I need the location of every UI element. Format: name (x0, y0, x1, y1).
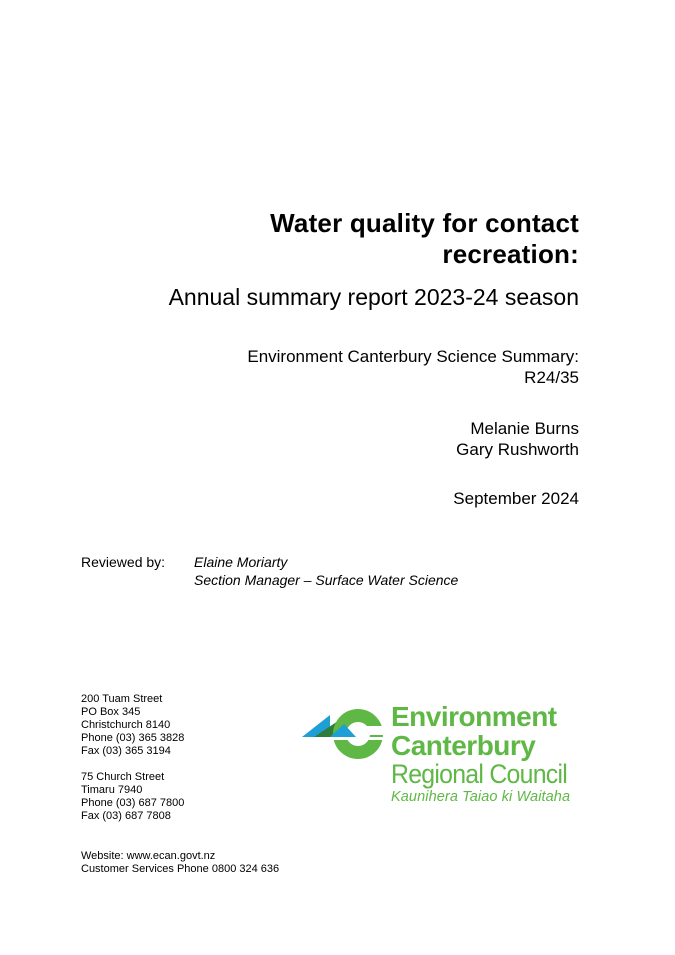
address-line: PO Box 345 (81, 706, 141, 718)
authors (456, 418, 579, 460)
address-line: 200 Tuam Street (81, 693, 163, 705)
title-line-2: recreation: (442, 239, 579, 269)
reviewer (194, 553, 458, 589)
customer-phone-line: Customer Services Phone 0800 324 636 (81, 863, 280, 875)
author-name: Gary Rushworth (456, 440, 579, 459)
report-series (247, 346, 579, 388)
web-contact (81, 850, 279, 876)
phone-line: Phone (03) 365 3828 (81, 732, 185, 744)
logo-line-environment: Environment (391, 701, 557, 732)
series-name: Environment Canterbury Science Summary: (247, 347, 579, 366)
fax-line: Fax (03) 365 3194 (81, 745, 171, 757)
logo-line-maori-name: Kaunihera Taiao ki Waitaha (391, 789, 571, 805)
address-line: Timaru 7940 (81, 784, 143, 796)
reviewed-by-label: Reviewed by: (81, 554, 166, 570)
title-line-1: Water quality for contact (270, 208, 579, 238)
website-line: Website: www.ecan.govt.nz (81, 850, 216, 862)
reviewer-role: Section Manager – Surface Water Science (194, 572, 459, 588)
logo-line-regional-council: Regional Council (391, 759, 568, 789)
report-subtitle: Annual summary report 2023-24 season (168, 284, 579, 310)
fax-line: Fax (03) 687 7808 (81, 810, 171, 822)
title-block (99, 208, 579, 311)
address-line: 75 Church Street (81, 771, 165, 783)
report-number: R24/35 (524, 368, 579, 387)
ecan-logo-text (391, 702, 582, 806)
logo-line-canterbury: Canterbury (391, 730, 536, 761)
address-line: Christchurch 8140 (81, 719, 171, 731)
report-title (99, 208, 579, 270)
timaru-address (81, 771, 184, 823)
phone-line: Phone (03) 687 7800 (81, 797, 185, 809)
christchurch-address (81, 693, 184, 758)
ecan-logo (300, 702, 600, 808)
publication-date: September 2024 (453, 489, 579, 508)
reviewer-name: Elaine Moriarty (194, 554, 288, 570)
ecan-logo-mark-icon (300, 702, 390, 772)
author-name: Melanie Burns (470, 419, 579, 438)
